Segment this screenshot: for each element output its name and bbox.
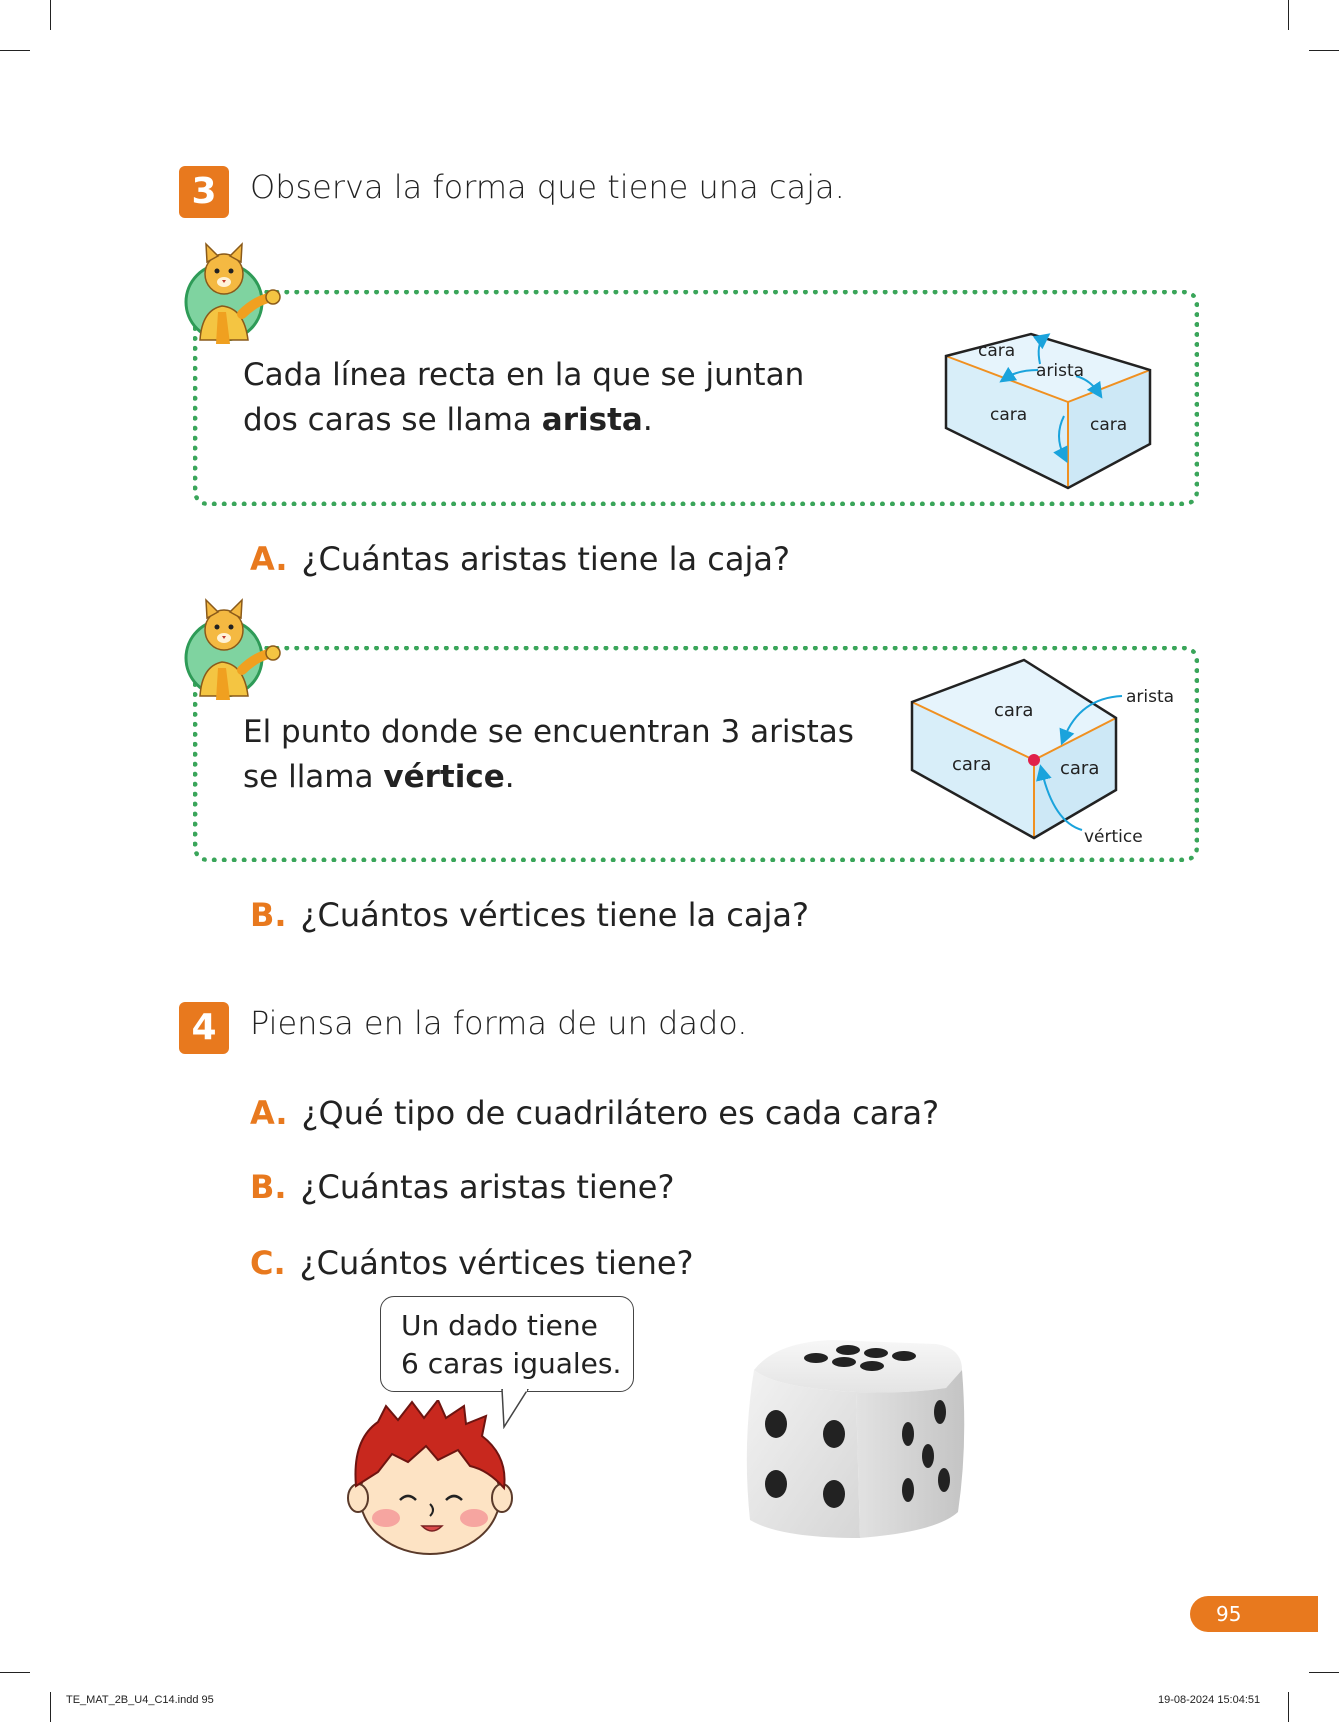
footer-file: TE_MAT_2B_U4_C14.indd 95 (66, 1694, 214, 1706)
question-text: ¿Qué tipo de cuadrilátero es cada cara? (301, 1094, 940, 1132)
problem-number-badge: 3 (179, 166, 229, 218)
question-3a (250, 540, 790, 578)
crop-mark (50, 1692, 51, 1722)
footer-timestamp: 19-08-2024 15:04:51 (1158, 1694, 1261, 1706)
box-figure-arista (940, 332, 1158, 494)
question-letter: A. (250, 540, 288, 578)
question-letter: B. (250, 1168, 287, 1206)
vertice-definition-prefix: se llama (243, 759, 384, 795)
arista-definition-line2 (243, 398, 804, 443)
question-text: ¿Cuántas aristas tiene? (300, 1168, 675, 1206)
question-4b (250, 1168, 674, 1206)
label-arista: arista (1126, 687, 1175, 707)
term-arista: arista (541, 402, 643, 438)
question-text: ¿Cuántos vértices tiene? (299, 1244, 694, 1282)
speech-line1: Un dado tiene (401, 1309, 598, 1342)
question-text: ¿Cuántos vértices tiene la caja? (300, 896, 809, 934)
crop-mark (1288, 0, 1289, 30)
crop-mark (0, 50, 30, 51)
label-cara: cara (990, 405, 1028, 425)
vertice-definition (243, 710, 854, 800)
label-arista: arista (1036, 361, 1085, 381)
page-number: 95 (1190, 1596, 1318, 1632)
question-letter: B. (250, 896, 287, 934)
speech-bubble (380, 1296, 634, 1392)
crop-mark (1309, 50, 1339, 51)
vertice-definition-line1: El punto donde se encuentran 3 aristas (243, 714, 854, 750)
label-cara: cara (1090, 415, 1128, 435)
question-3b (250, 896, 809, 934)
label-cara: cara (952, 754, 992, 775)
question-4c (250, 1244, 694, 1282)
dice-icon (736, 1334, 968, 1548)
speech-text (401, 1307, 621, 1383)
question-letter: A. (250, 1094, 288, 1132)
arista-definition-suffix: . (642, 402, 653, 438)
boy-character-icon (338, 1400, 522, 1560)
problem-number-badge: 4 (179, 1002, 229, 1054)
cat-mascot-icon (182, 596, 286, 702)
speech-line2: 6 caras iguales. (401, 1347, 622, 1380)
label-cara: cara (1060, 758, 1100, 779)
question-4a (250, 1094, 939, 1132)
box-figure-vertice (904, 654, 1186, 854)
vertice-definition-line2 (243, 755, 854, 800)
crop-mark (50, 0, 51, 30)
arista-definition-line1: Cada línea recta en la que se juntan (243, 357, 805, 393)
question-text: ¿Cuántas aristas tiene la caja? (301, 540, 790, 578)
problem-title: Piensa en la forma de un dado. (250, 1004, 748, 1042)
label-vertice: vértice (1084, 827, 1143, 847)
cat-mascot-icon (182, 240, 286, 346)
crop-mark (1309, 1672, 1339, 1673)
crop-mark (1288, 1692, 1289, 1722)
term-vertice: vértice (383, 759, 505, 795)
arista-definition-prefix: dos caras se llama (243, 402, 542, 438)
label-cara: cara (994, 700, 1034, 721)
label-cara: cara (978, 341, 1016, 361)
arista-definition (243, 353, 804, 443)
vertice-definition-suffix: . (504, 759, 515, 795)
crop-mark (0, 1672, 30, 1673)
question-letter: C. (250, 1244, 286, 1282)
problem-title: Observa la forma que tiene una caja. (250, 168, 845, 206)
